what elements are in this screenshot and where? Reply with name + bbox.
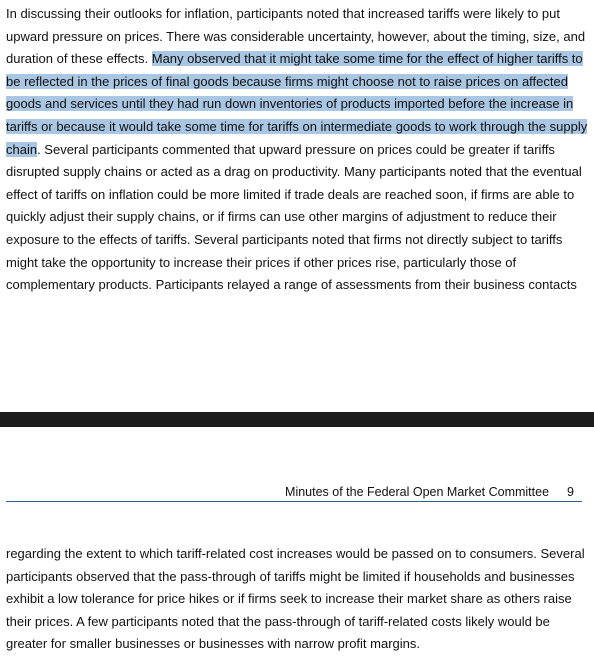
text-line: quickly adjust their supply chains, or if firms can use other margins of adjustment to reduce their — [6, 209, 557, 225]
selected-text[interactable]: tariffs or because it would take some time for tariffs on intermediate goods to work through the supply — [6, 118, 588, 134]
pass-through-paragraph — [6, 543, 590, 656]
text-line: exhibit a low tolerance for price hikes or if firms seek to increase their market share as others raise — [6, 591, 572, 607]
text-line — [6, 71, 590, 94]
page-number: 9 — [567, 485, 574, 499]
page-header — [6, 485, 582, 502]
text-line: greater for smaller businesses or businesses with narrow profit margins. — [6, 636, 421, 652]
text-line — [6, 93, 590, 116]
text-line: chain. Several participants commented that upward pressure on prices could be greater if tariffs — [6, 141, 555, 157]
text-line: effect of tariffs on inflation could be more limited if trade deals are reached soon, if firms are able to — [6, 186, 575, 202]
text-line — [6, 116, 590, 139]
selected-text[interactable]: chain — [6, 141, 38, 157]
page-separator — [0, 412, 594, 427]
selected-text[interactable]: goods and services until they had run down inventories of products imported before the increase in — [6, 96, 574, 112]
text-line: duration of these effects. Many observed that it might take some time for the effect of higher tariffs to — [6, 51, 583, 67]
selected-text[interactable]: be reflected in the prices of final goods because firms might choose not to raise prices on affected — [6, 73, 568, 89]
document-page-lower — [0, 427, 594, 661]
selected-text[interactable]: Many observed that it might take some time for the effect of higher tariffs to — [151, 51, 583, 67]
header-title: Minutes of the Federal Open Market Committee — [285, 485, 550, 499]
inflation-outlook-paragraph — [6, 3, 590, 297]
text-line: might take the opportunity to increase their prices if other prices rise, particularly those of — [6, 254, 517, 270]
text-line: participants observed that the pass-through of tariffs might be limited if households and businesses — [6, 568, 575, 584]
text-line: complementary products. Participants relayed a range of assessments from their business contacts — [6, 277, 577, 293]
text-line: their prices. A few participants noted that the pass-through of tariff-related costs likely would be — [6, 613, 550, 629]
text-line: regarding the extent to which tariff-related cost increases would be passed on to consumers. Several — [6, 546, 585, 561]
text-line: disrupted supply chains or acted as a drag on productivity. Many participants noted that the eventual — [6, 164, 582, 180]
text-line: exposure to the effects of tariffs. Several participants noted that firms not directly subject to tariffs — [6, 231, 563, 247]
text-line: In discussing their outlooks for inflation, participants noted that increased tariffs were likely to put — [6, 6, 560, 21]
text-line: upward pressure on prices. There was considerable uncertainty, however, about the timing, size, and — [6, 28, 586, 44]
